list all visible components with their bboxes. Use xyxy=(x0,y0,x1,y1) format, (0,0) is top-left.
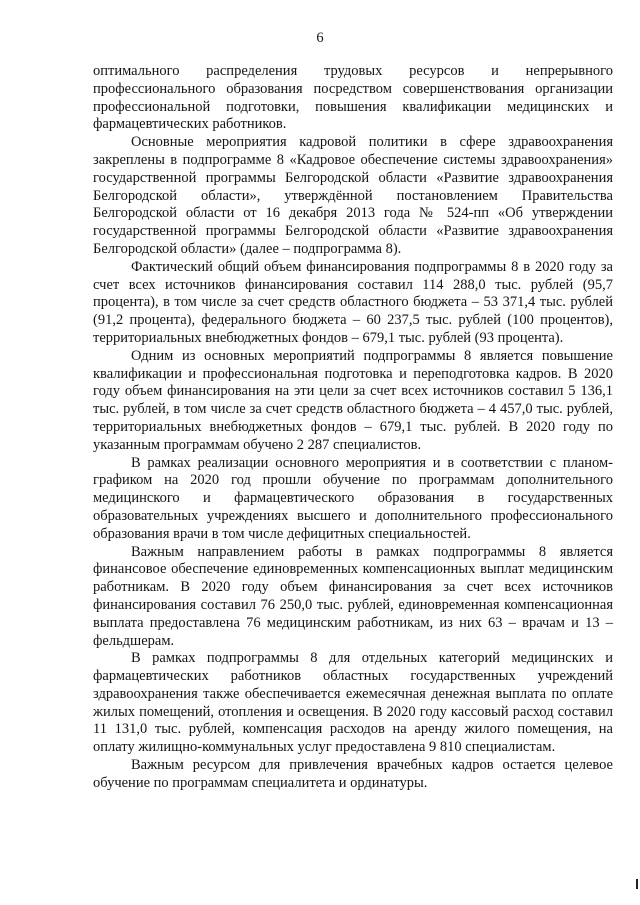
paragraph-training: Одним из основных мероприятий подпрограммы 8 является повышение квалификации и профессиональная подготовка и переподготовка кадров. В 2020 году объем финансирования на эти цели за счет всех источников составил 5 136,1 тыс. рублей, в том числе за счет средств областного бюджета – 4 457,0 тыс. рублей, территориальных внебюджетных фондов – 679,1 тыс. рублей. В 2020 году по указанным программам обучено 2 287 специалистов. xyxy=(93,347,613,453)
document-body xyxy=(93,63,613,793)
paragraph-personnel-policy: Основные мероприятия кадровой политики в сфере здравоохранения закреплены в подпрограмме 8 «Кадровое обеспечение системы здравоохранения» государственной программы Белгородской области «Развитие здравоохранения Белгородской области», утверждённой постановлением Правительства Белгородской области от 16 декабря 2013 года № 524-пп «Об утверждении государственной программы Белгородской области «Развитие здравоохранения Белгородской области» (далее – подпрограмма 8). xyxy=(93,134,613,257)
paragraph-continuation: оптимального распределения трудовых ресурсов и непрерывного профессионального образования посредством совершенствования организации профессиональной подготовки, повышения квалификации медицинских и фармацевтических работников. xyxy=(93,63,613,133)
paragraph-compensation-payments: Важным направлением работы в рамках подпрограммы 8 является финансовое обеспечение единовременных компенсационных выплат медицинским работникам. В 2020 году объем финансирования за счет всех источников финансирования составил 76 250,0 тыс. рублей, единовременная компенсационная выплата предоставлена 76 медицинским работникам, из них 63 – врачам и 13 – фельдшерам. xyxy=(93,543,613,649)
paragraph-training-plan: В рамках реализации основного мероприятия и в соответствии с планом-графиком на 2020 год прошли обучение по программам дополнительного медицинского и фармацевтического образования в государственных образовательных учреждениях высшего и дополнительного профессионального образования врачи в том числе дефицитных специальностей. xyxy=(93,454,613,542)
paragraph-housing-payments: В рамках подпрограммы 8 для отдельных категорий медицинских и фармацевтических работников областных государственных учреждений здравоохранения также обеспечивается ежемесячная денежная выплата по оплате жилых помещений, отопления и освещения. В 2020 году кассовый расход составил 11 131,0 тыс. рублей, компенсация расходов на аренду жилого помещения, на оплату жилищно-коммунальных услуг предоставлена 9 810 специалистам. xyxy=(93,650,613,756)
paragraph-funding-total: Фактический общий объем финансирования подпрограммы 8 в 2020 году за счет всех источников финансирования составил 114 288,0 тыс. рублей (95,7 процента), в том числе за счет средств областного бюджета – 53 371,4 тыс. рублей (91,2 процента), федерального бюджета – 60 237,5 тыс. рублей (100 процентов), территориальных внебюджетных фондов – 679,1 тыс. рублей (93 процента). xyxy=(93,258,613,346)
scan-edge-mark xyxy=(636,879,638,889)
paragraph-targeted-training: Важным ресурсом для привлечения врачебных кадров остается целевое обучение по программам специалитета и ординатуры. xyxy=(93,757,613,791)
page-number: 6 xyxy=(316,30,324,46)
